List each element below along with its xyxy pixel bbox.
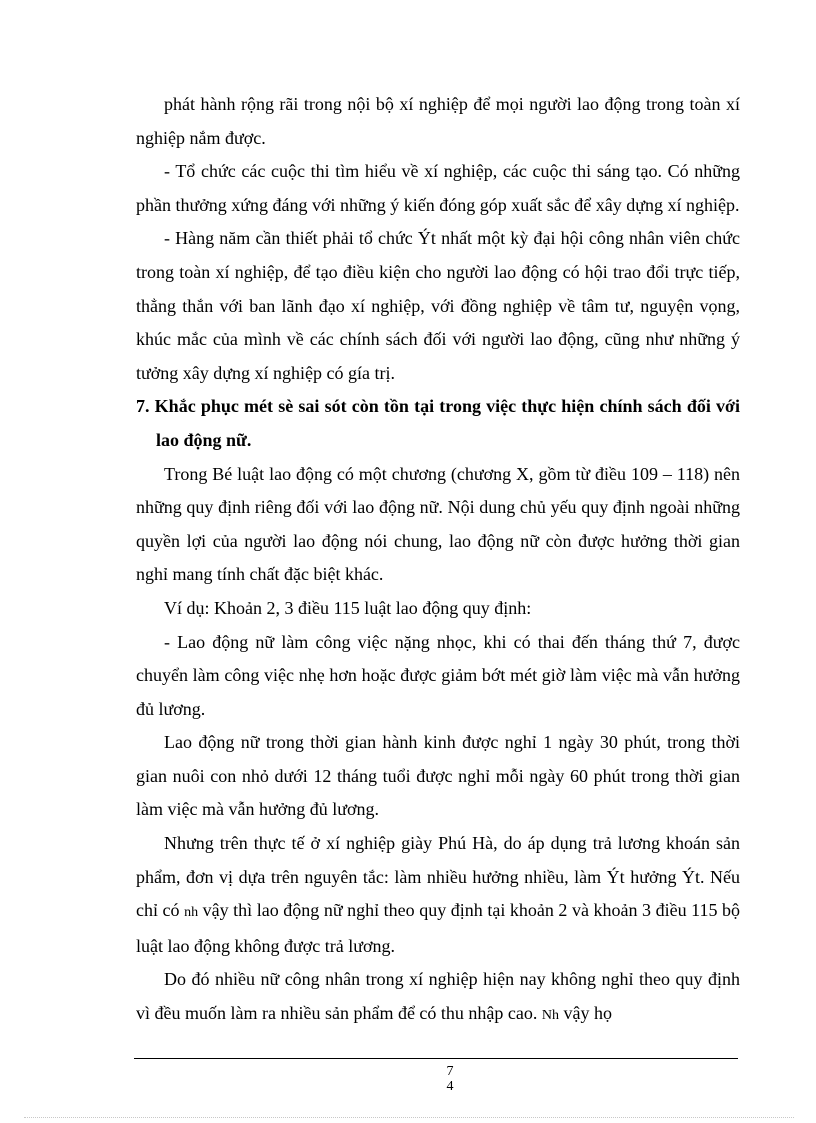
paragraph: Lao động nữ trong thời gian hành kinh được nghỉ 1 ngày 30 phút, trong thời gian nuôi con nhỏ dưới 12 tháng tuổi được nghỉ mỗi ngày 60 phút trong thời gian làm việc mà vẫn hưởng đủ lương. xyxy=(136,732,740,820)
paragraph: - Lao động nữ làm công việc nặng nhọc, khi có thai đến tháng thứ 7, được chuyển làm công việc nhẹ hơn hoặc được giảm bớt mét giờ làm việc mà vẫn hưởng đủ lương. xyxy=(136,631,740,719)
paragraph: - Hàng năm cần thiết phải tổ chức Ýt nhất một kỳ đại hội công nhân viên chức trong toàn xí nghiệp, để tạo điều kiện cho người lao động có hội trao đổi trực tiếp, thẳng thắn với ban lãnh đạo xí nghiệp, với đồng nghiệp về tâm tư, nguyện vọng, khúc mắc của mình về các chính sách đối với người lao động, cũng như những ý tưởng xây dựng xí nghiệp có gía trị. xyxy=(136,228,740,383)
page-number-line: 7 xyxy=(446,1064,454,1079)
paragraph: - Tổ chức các cuộc thi tìm hiểu về xí nghiệp, các cuộc thi sáng tạo. Có những phần thưởng xứng đáng với những ý kiến đóng góp xuất sắc để xây dựng xí nghiệp. xyxy=(136,161,740,215)
page-number xyxy=(420,1064,480,1094)
paragraph: Trong Bé luật lao động có một chương (chương X, gồm từ điều 109 – 118) nên những quy định riêng đối với lao động nữ. Nội dung chủ yếu quy định ngoài những quyền lợi của người lao động nói chung, lao động nữ còn được hưởng thời gian nghỉ mang tính chất đặc biệt khác. xyxy=(136,463,740,585)
text-run: Do đó nhiều nữ công nhân trong xí nghiệp hiện nay không nghỉ theo quy định vì đều muốn làm ra nhiều sản phẩm để có thu nhập cao. xyxy=(136,969,740,1024)
page-bottom-border xyxy=(24,1117,794,1118)
text-run: Nhưng trên thực tế ở xí nghiệp giày Phú Hà, do áp dụng trả lương khoán sản phẩm, đơn vị dựa trên nguyên tắc: làm nhiều hưởng nhiều, làm Ýt hưởng Ýt. Nếu chỉ có xyxy=(136,833,740,921)
document-body xyxy=(136,88,740,1033)
page-number-line: 4 xyxy=(446,1079,454,1094)
text-run: vậy họ xyxy=(559,1003,613,1024)
paragraph xyxy=(136,827,740,963)
text-run: vậy thì lao động nữ nghỉ theo quy định tại khoản 2 và khoản 3 điều 115 bộ luật lao động không được trả lương. xyxy=(136,900,741,956)
text-run-small: nh xyxy=(184,905,199,921)
text-run-small: Nh xyxy=(541,1008,560,1024)
section-heading: 7. Khắc phục mét sè sai sót còn tồn tại trong việc thực hiện chính sách đối với lao động nữ. xyxy=(136,396,740,450)
paragraph: phát hành rộng rãi trong nội bộ xí nghiệp để mọi người lao động trong toàn xí nghiệp nắm được. xyxy=(136,94,740,148)
paragraph xyxy=(136,963,740,1032)
paragraph: Ví dụ: Khoản 2, 3 điều 115 luật lao động quy định: xyxy=(164,597,532,618)
footer-rule xyxy=(134,1058,738,1059)
